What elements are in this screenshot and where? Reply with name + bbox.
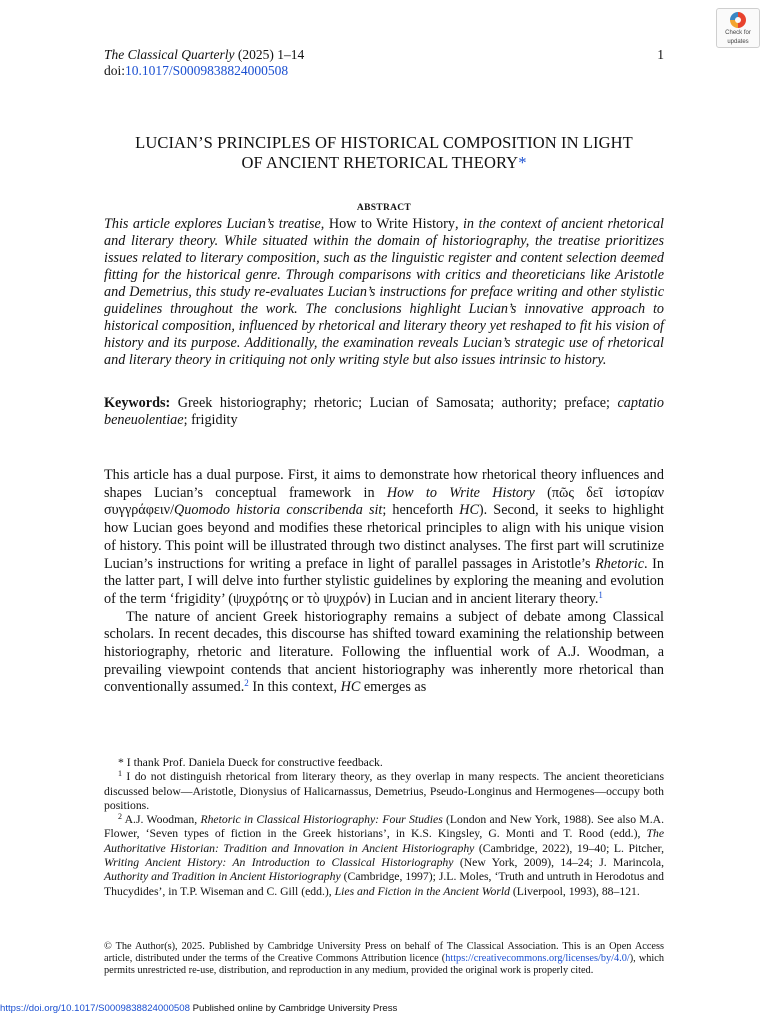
article-title — [104, 133, 664, 173]
journal-title: The Classical Quarterly — [104, 47, 235, 62]
text: The nature of ancient Greek historiography remains a subject of debate among Classical scholars. In recent decades, this discourse has shifted toward examining the relationship between historiography, rhetoric and literature. Following the influential work of A.J. Woodman, a prevailing viewpoint contends that ancient historiography was inherently more rhetorical than conventionally assumed. — [104, 608, 664, 696]
footer-doi-link[interactable]: https://doi.org/10.1017/S0009838824000508 — [0, 1003, 190, 1014]
footnote-star: * I thank Prof. Daniela Dueck for constructive feedback. — [118, 756, 383, 769]
latin-title: Quomodo historia conscribenda sit — [174, 502, 383, 519]
footnote-2 — [104, 813, 664, 899]
abstract-intro: This article explores Lucian’s treatise, — [104, 216, 329, 232]
footnote-ref-2[interactable]: 2 — [244, 678, 249, 689]
paragraph-1 — [104, 467, 664, 609]
text: (New York, 2009), 14–24; J. Marincola, — [453, 856, 664, 870]
cited-title: Writing Ancient History: An Introduction to Classical Historiography — [104, 856, 454, 870]
abstract-work-title: How to Write History — [328, 216, 455, 232]
license-link[interactable]: https://creativecommons.org/licenses/by/4.0/ — [445, 953, 630, 965]
text: (πῶς δεῖ ἱστορίαν συγγράφειν/ — [104, 484, 664, 519]
text: emerges as — [360, 679, 427, 696]
crossmark-icon — [730, 12, 746, 28]
abbreviation: HC — [459, 502, 479, 519]
keywords — [104, 395, 664, 429]
license-text-end: ), which permits unrestricted re-use, distribution, and reproduction in any medium, provided the original work is properly cited. — [104, 953, 664, 977]
paragraph-2 — [104, 609, 664, 698]
text: In this context, — [248, 679, 341, 696]
text: ; henceforth — [382, 502, 460, 519]
cited-title: Lies and Fiction in the Ancient World — [334, 884, 510, 898]
footnotes — [104, 756, 664, 899]
footnote-ref-1[interactable]: 1 — [598, 589, 603, 600]
keywords-list-end: ; frigidity — [183, 412, 238, 428]
abstract-text — [104, 216, 664, 369]
footnote-1 — [104, 770, 664, 813]
keywords-list: Greek historiography; rhetoric; Lucian of Samosata; authority; preface; — [170, 395, 618, 411]
footnote-number: 2 — [118, 812, 122, 822]
text: A.J. Woodman, — [122, 813, 201, 827]
title-line2: OF ANCIENT RHETORICAL THEORY — [241, 153, 519, 172]
text: This article has a dual purpose. First, it aims to demonstrate how rhetorical theory influences and shapes Lucian’s conceptual framework in — [104, 467, 664, 501]
work-title: Rhetoric — [595, 555, 644, 572]
title-footnote-link[interactable]: * — [518, 153, 527, 172]
license-text: © The Author(s), 2025. Published by Cambridge University Press on behalf of The Classical Association. This is an Open Access article, distributed under the terms of the Creative Commons Attribution licence ( — [104, 941, 664, 965]
text: (Cambridge, 2022), 19–40; L. Pitcher, — [474, 841, 664, 855]
cited-title: The Authoritative Historian: Tradition and Innovation in Ancient Historiography — [104, 827, 664, 855]
keywords-label: Keywords: — [104, 395, 171, 411]
badge-line1: Check for — [725, 30, 751, 36]
title-line1: LUCIAN’S PRINCIPLES OF HISTORICAL COMPOSITION IN LIGHT — [135, 133, 633, 152]
badge-line2: updates — [727, 38, 749, 45]
page-number: 1 — [657, 47, 664, 62]
abbreviation: HC — [340, 679, 361, 696]
work-title: How to Write History — [386, 484, 535, 501]
abstract-body: , in the context of ancient rhetorical and literary theory. While situated within the domain of historiography, the treatise prioritizes issues related to literary composition, such as the linguistic register and content selection deemed fitting for the historical genre. Through comparisons with critics and theoreticians like Aristotle and Demetrius, this study re-evaluates Lucian’s instructions for preface writing and other stylistic guidelines throughout the work. The conclusions highlight Lucian’s innovative approach to historical composition, influenced by rhetorical and literary theory yet reshaped to fit his vision of history and its purpose. Additionally, the examination reveals Lucian’s strategic use of rhetorical and literary theory in critiquing not only writing style but also issues intrinsic to history. — [104, 216, 665, 368]
footnote-text: I do not distinguish rhetorical from literary theory, as they overlap in many respects. The ancient theoreticians discussed below—Aristotle, Dionysius of Halicarnassus, Demetrius, Pseudo-Longinus and Hermogenes—occupy both positions. — [104, 770, 664, 812]
footnote-number: 1 — [118, 769, 122, 779]
license-statement — [104, 941, 664, 978]
abstract-heading: ABSTRACT — [356, 203, 412, 213]
keywords-italic: captatio beneuolentiae — [104, 395, 664, 428]
check-for-updates-badge[interactable] — [716, 8, 760, 48]
journal-year-pages: (2025) 1–14 — [234, 47, 305, 62]
cited-title: Rhetoric in Classical Historiography: Four Studies — [200, 813, 443, 827]
footer-published: Published online by Cambridge University Press — [189, 1003, 398, 1014]
main-text — [104, 467, 664, 697]
cited-title: Authority and Tradition in Ancient Historiography — [104, 870, 341, 884]
doi-label: doi: — [104, 63, 126, 78]
text: (London and New York, 1988). See also M.A. Flower, ‘Seven types of fiction in the Greek historians’, in K.S. Kingsley, G. Monti and T. Rood (edd.), — [104, 813, 664, 841]
text: ). Second, it seeks to highlight how Lucian goes beyond and modifies these rhetorical principles to align with his unique vision of history. This point will be illustrated through two distinct analyses. The first part will scrutinize Lucian’s instructions for writing a preface in light of parallel passages in Aristotle’s — [104, 502, 664, 572]
text: (Cambridge, 1997); J.L. Moles, ‘Truth and untruth in Herodotus and Thucydides’, in T.P. Wiseman and C. Gill (edd.), — [104, 870, 665, 898]
running-header — [104, 47, 664, 79]
doi-link[interactable]: 10.1017/S0009838824000508 — [125, 63, 289, 78]
text: (Liverpool, 1993), 88–121. — [509, 884, 640, 898]
page-footer — [0, 1003, 768, 1015]
text: . In the latter part, I will delve into further stylistic guidelines by exploring the meaning and evolution of the term ‘frigidity’ (ψυχρότης or τὸ ψυχρόν) in Lucian and in ancient literary theory. — [104, 555, 664, 607]
